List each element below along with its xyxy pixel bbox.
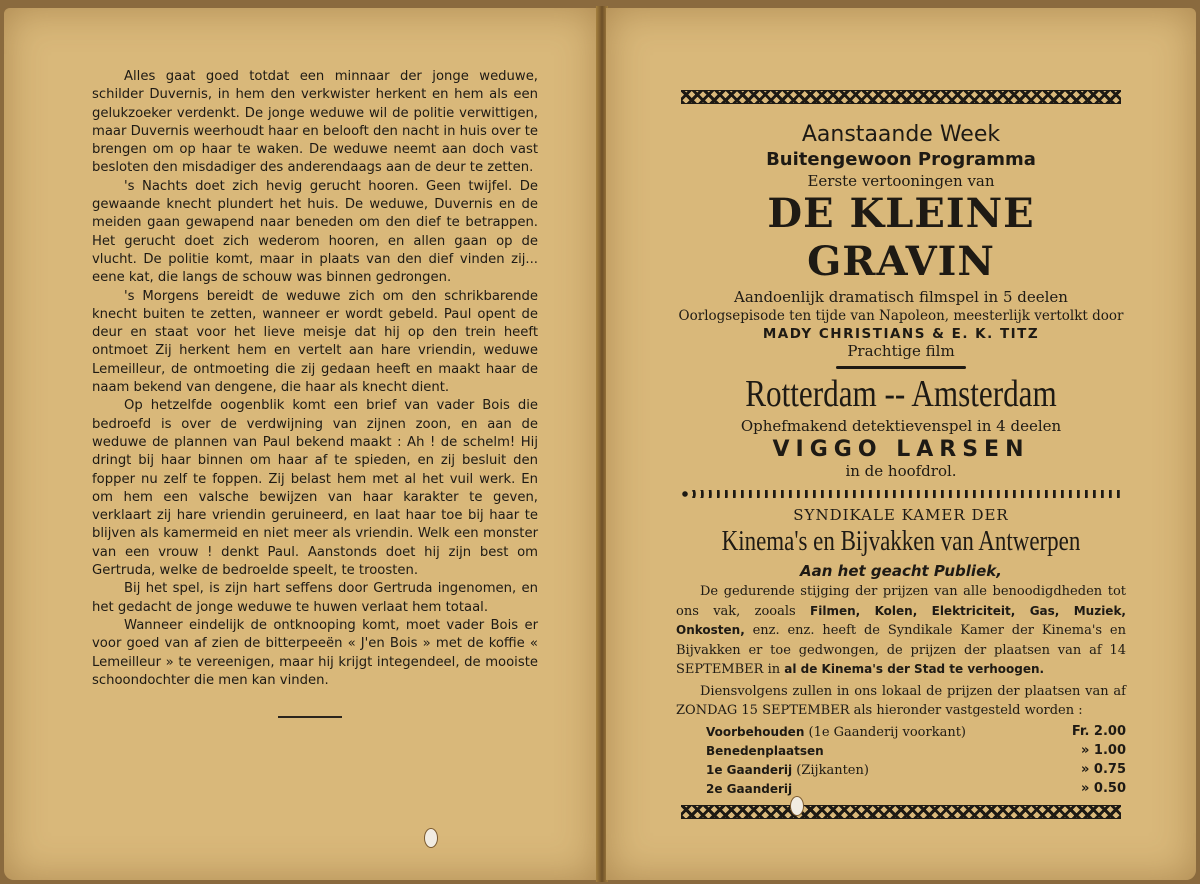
program-announcement [676,90,1126,819]
film1-title: DE KLEINE GRAVIN [767,190,1035,285]
film2-description: Ophefmakend detektievenspel in 4 deelen [740,417,1062,435]
film1-note: Prachtige film [847,342,955,360]
top-ornament-border [681,90,1121,104]
divider-swirl [836,366,966,369]
film2-title: Rotterdam -- Amsterdam [745,373,1057,415]
price-list [706,723,1126,799]
middle-ornament-border [681,490,1121,498]
price-row: 2e Gaanderij » 0.50 [706,780,1126,796]
notice-paragraph-2: Diensvolgens zullen in ons lokaal de prijzen der plaatsen van af ZONDAG 15 SEPTEMBER als hieronder vastgesteld worden : [676,683,1126,718]
publiek-heading: Aan het geacht Publiek, [800,562,1002,580]
end-rule [278,716,342,718]
story-paragraph: Bij het spel, is zijn hart seffens door Gertruda ingenomen, en het gedacht de jonge weduwe te huwen verlaat hem totaal. [92,581,538,615]
price-row: Benedenplaatsen » 1.00 [706,742,1126,758]
film2-actor: VIGGO LARSEN [772,437,1030,462]
eerste-line: Eerste vertooningen van [807,172,995,190]
binding-hole [424,828,438,848]
story-paragraph: Alles gaat goed totdat een minnaar der jonge weduwe, schilder Duvernis, in hem den verkwister herkent en hem als een gelukzoeker verdenkt. De jonge weduwe wil de politie verwittigen, maar Duvernis weerhoudt haar en belooft den nacht in huis over te brengen om op haar te waken. De weduwe neemt aan doch vast besloten den misdadiger des anderendaags aan de deur te zetten. [92,69,538,176]
story-paragraph: Wanneer eindelijk de ontknooping komt, moet vader Bois er voor goed van af zien de bitterpeeën « J'en Bois » met de koffie « Lemeilleur » te vereenigen, maar hij krijgt integendeel, de mooiste schoondochter die men kan vinden. [92,617,538,688]
story-text [92,68,538,690]
programma-heading: Buitengewoon Programma [766,149,1036,170]
film1-subtitle: Oorlogsepisode ten tijde van Napoleon, meesterlijk vertolkt door [678,308,1124,324]
story-paragraph: Op hetzelfde oogenblik komt een brief van vader Bois die bedroefd is over de verdwijning van zijnen zoon, en aan de weduwe de plannen van Paul bekend maakt : Ah ! de schelm! Hij dringt bij haar binnen om haar af te spieden, en zij besluit den fopper nu zelf te foppen. Zij belast hem met al het vuil werk. En om hem een valsche bewijzen van haar karakter te geven, verklaart zij hare vriendin geruineerd, en laat haar toe bij haar te blijven als kamermeid en niet meer als vriendin. Welk een monster van een vrouw ! denkt Paul. Aanstonds doet hij zijn best om Gertruda, welke de bedroelde speelt, te troosten. [92,398,538,579]
left-page [4,8,598,880]
price-row: 1e Gaanderij (Zijkanten) » 0.75 [706,761,1126,778]
story-paragraph: 's Nachts doet zich hevig gerucht hooren. Geen twijfel. De gewaande knecht plundert het huis. De weduwe, Duvernis en de meiden gaan gewapend naar beneden om den dief te betrappen. Het gerucht doet zich wederom hooren, en allen gaan op de vlucht. De politie komt, maar in plaats van den dief vinden zij... eene kat, die langs de schouw was binnen gedrongen. [92,178,538,286]
bottom-ornament-border [681,805,1121,819]
week-heading: Aanstaande Week [801,122,1001,147]
film1-actors: MADY CHRISTIANS & E. K. TITZ [762,326,1040,342]
story-paragraph: 's Morgens bereidt de weduwe zich om den schrikbarende knecht buiten te zetten, wanneer er wordt gebeld. Paul opent de deur en staat voor het lieve meisje dat hij op den trein heeft ontmoet Zij herkent hem en vertelt aan hare vriendin, weduwe Lemeilleur, de ontmoeting die zij gedaan heeft en maakt haar de naam bekend van dengene, die haar als knecht dient. [92,288,538,396]
notice-paragraph-1: De gedurende stijging der prijzen van alle benoodigdheden tot ons vak, zooals Filmen, Kolen, Elektriciteit, Gas, Muziek, Onkosten, enz. enz. heeft de Syndikale Kamer der Kinema's en Bijvakken er toe gedwongen, de prijzen der plaatsen van af 14 SEPTEMBER in al de Kinema's der Stad te verhoogen. [676,584,1126,677]
binding-hole [790,796,804,816]
film1-description: Aandoenlijk dramatisch filmspel in 5 deelen [734,288,1068,306]
syndikale-heading: SYNDIKALE KAMER DER [793,506,1009,524]
film2-note: in de hoofdrol. [845,462,957,480]
kinema-heading: Kinema's en Bijvakken van Antwerpen [721,526,1081,557]
right-page [606,8,1196,880]
price-row: Voorbehouden (1e Gaanderij voorkant) Fr. 2.00 [706,723,1126,740]
